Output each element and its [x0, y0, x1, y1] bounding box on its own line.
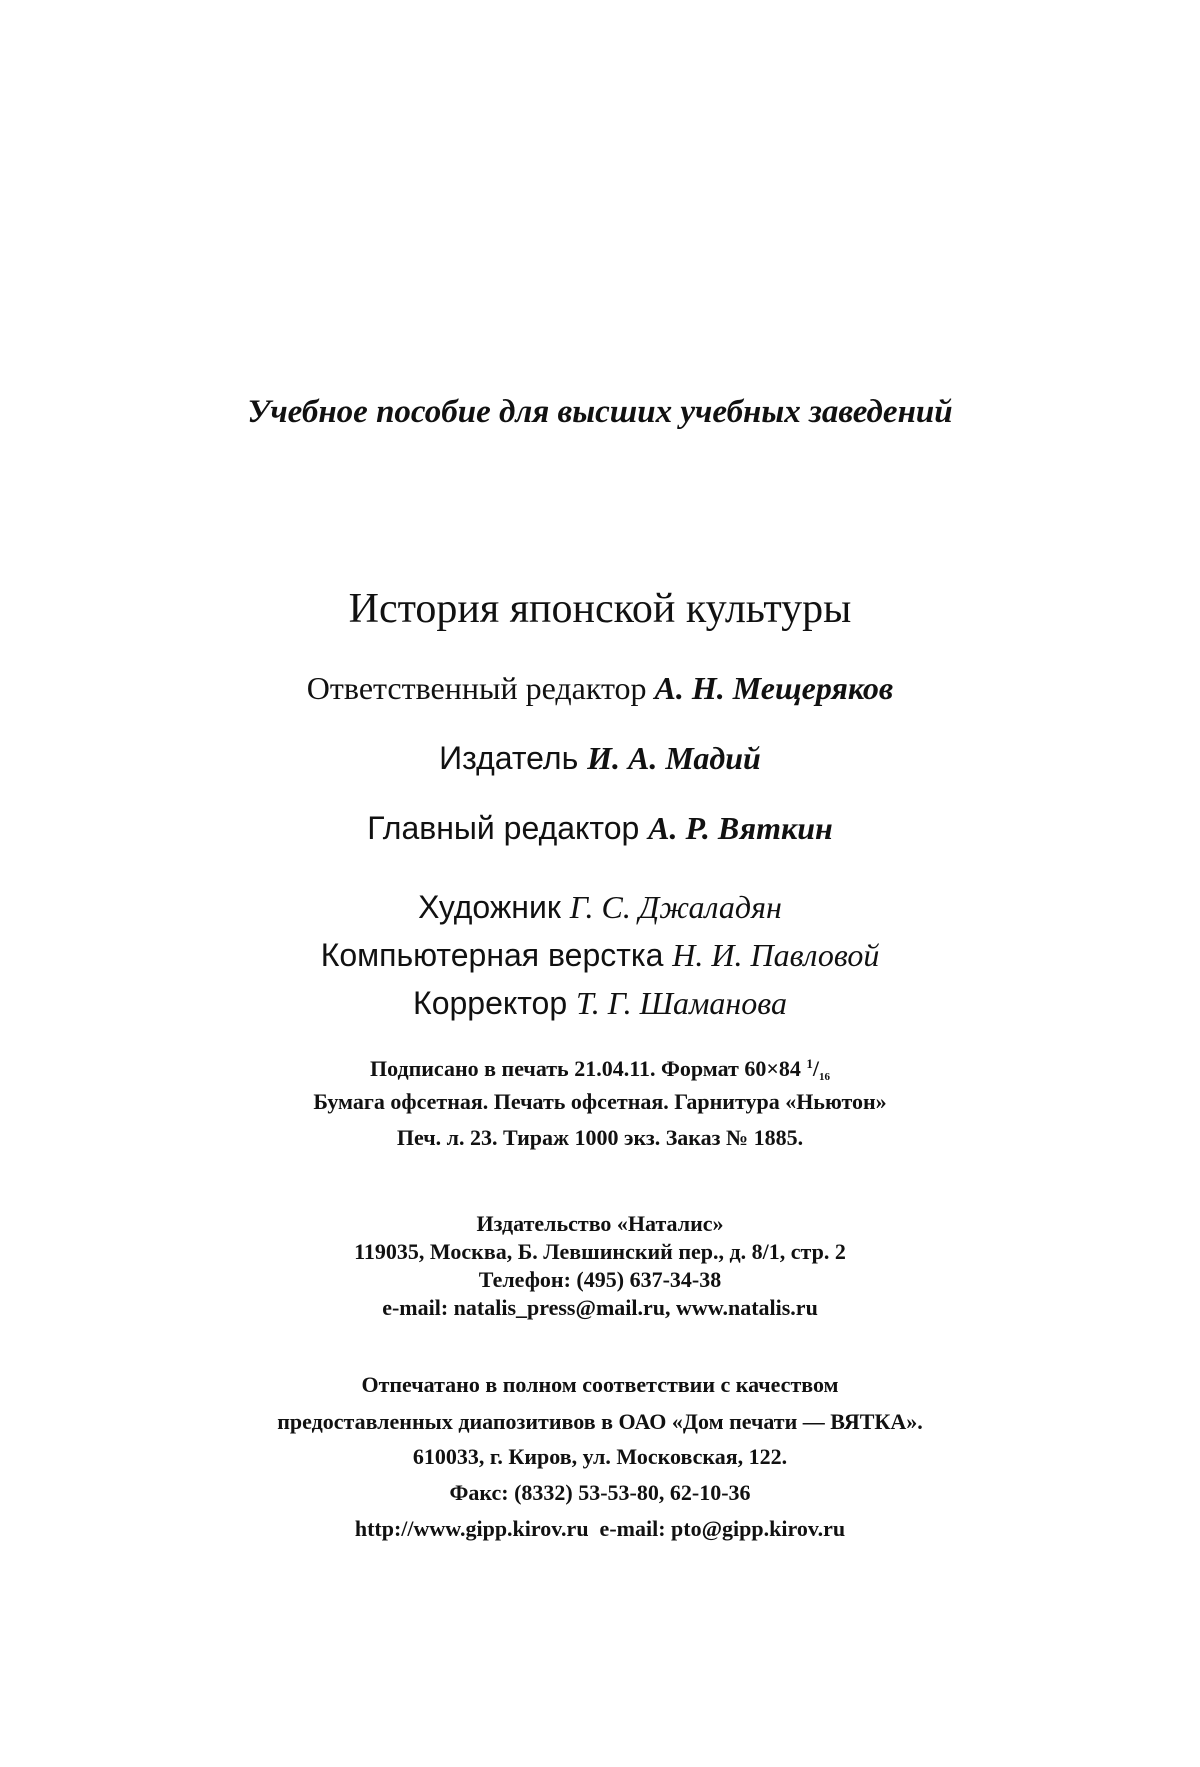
publisher-address: 119035, Москва, Б. Левшинский пер., д. 8/1, стр. 2 [354, 1239, 846, 1264]
credit-role: Ответственный редактор [306, 670, 647, 706]
imprint-line-3: Печ. л. 23. Тираж 1000 экз. Заказ № 1885. [396, 1125, 804, 1150]
printer-line-1: Отпечатано в полном соответствии с качеством [361, 1372, 839, 1397]
credit-name: А. Н. Мещеряков [654, 670, 894, 706]
credit-name: Т. Г. Шаманова [576, 985, 787, 1021]
credit-name: А. Р. Вяткин [648, 810, 833, 846]
credit-name: И. А. Мадий [587, 740, 761, 776]
credit-role: Главный редактор [367, 810, 640, 846]
publisher-name: Издательство «Наталис» [476, 1211, 724, 1236]
printer-address: 610033, г. Киров, ул. Московская, 122. [412, 1444, 788, 1469]
credit-artist [0, 891, 1200, 923]
book-subtitle: Учебное пособие для высших учебных заведений [247, 394, 953, 430]
book-title: История японской культуры [348, 586, 852, 632]
imprint-line-2: Бумага офсетная. Печать офсетная. Гарнитура «Ньютон» [313, 1089, 887, 1114]
publisher-phone: Телефон: (495) 637-34-38 [478, 1267, 722, 1292]
format-denominator: 16 [819, 1071, 831, 1083]
credit-role: Издатель [439, 740, 579, 776]
credit-publisher [0, 742, 1200, 774]
credit-name: Г. С. Джаладян [569, 889, 782, 925]
imprint-signed-format: Подписано в печать 21.04.11. Формат 60×84 [369, 1056, 801, 1081]
credit-responsible-editor [0, 672, 1200, 704]
format-numerator: 1 [806, 1056, 813, 1071]
imprint-line-1: Подписано в печать 21.04.11. Формат 60×84 $^1/_{16}$ [369, 1056, 831, 1083]
credit-name: Н. И. Павловой [672, 937, 880, 973]
credit-proofreader [0, 987, 1200, 1019]
credit-chief-editor [0, 812, 1200, 844]
credit-role: Художник [418, 889, 561, 925]
printer-line-2: предоставленных диапозитивов в ОАО «Дом печати — ВЯТКА». [277, 1409, 923, 1434]
printer-contacts: http://www.gipp.kirov.ru e-mail: pto@gipp.kirov.ru [354, 1516, 846, 1541]
credit-layout [0, 939, 1200, 971]
credit-role: Компьютерная верстка [320, 937, 664, 973]
printer-fax: Факс: (8332) 53-53-80, 62-10-36 [449, 1480, 751, 1505]
credit-role: Корректор [413, 985, 568, 1021]
publisher-contacts: e-mail: natalis_press@mail.ru, www.natalis.ru [382, 1295, 818, 1320]
